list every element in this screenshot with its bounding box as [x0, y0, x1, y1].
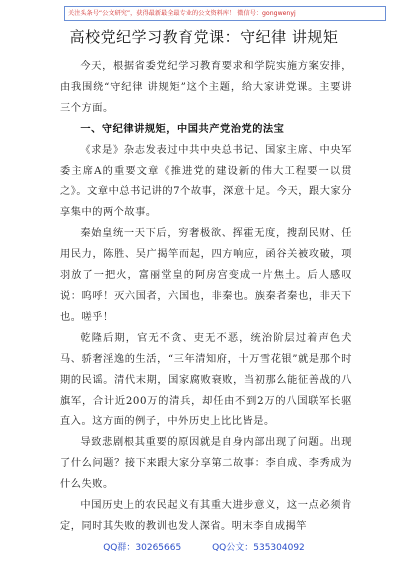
paragraph-intro: 今天，根据省委党纪学习教育要求和学院实施方案安排，由我围绕“守纪律 讲规矩”这个主题，给大家讲党课。主要讲三个方面。	[60, 61, 352, 114]
document-title: 高校党纪学习教育党课：守纪律 讲规矩	[69, 28, 339, 46]
footer-qq-group: QQ群：30265665	[103, 543, 182, 553]
paragraph-qianlong: 乾隆后期，官无不贪、吏无不恶，统治阶层过着声色犬马、骄奢淫逸的生活，“三年清知府，十万雪花银”就是那个时期的民谣。清代末期，国家腐败衰败，当初那么能征善战的八旗军，合计近200万的清兵，却任由不到2万的八国联军长驱直入。这方面的例子，中外历史上比比皆是。	[60, 332, 352, 428]
section-heading: 一、守纪律讲规矩，中国共产党治党的法宝	[80, 123, 285, 135]
footer-contact	[0, 541, 408, 555]
paragraph-peasant: 中国历史上的农民起义有其重大进步意义，这一点必须肯定，同时其失败的教训也发人深省。明末李自成揭竿	[60, 500, 352, 532]
document-body	[60, 57, 352, 538]
paragraph-qiushi: 《求是》杂志发表过中共中央总书记、国家主席、中央军委主席A的重要文章《推进党的建设新的伟大工程要一以贯之》。文章中总书记讲的7个故事，深意十足。今天，跟大家分享集中的两个故事。	[60, 144, 352, 219]
header-banner: 关注头条号“公文研究”，获得最新最全最专业的公文资料库！ 微信号：gongwenyj	[64, 6, 386, 21]
paragraph-qin: 秦始皇统一天下后，穷奢极欲、挥霍无度，搜刮民财、任用民力，陈胜、吴广揭竿而起，四方响应，函谷关被攻破，项羽放了一把火，富丽堂皇的阿房宫变成一片焦土。后人感叹说：呜呼！灭六国者，六国也，非秦也。族秦者秦也，非天下也。嗟乎！	[60, 228, 352, 323]
paragraph-cause: 导致悲剧根其重要的原因就是自身内部出现了问题。出现了什么问题？接下来跟大家分享第二故事：李自成、李秀成为什么失败。	[60, 437, 352, 491]
footer-qq-public: QQ公文：535304092	[212, 543, 305, 553]
